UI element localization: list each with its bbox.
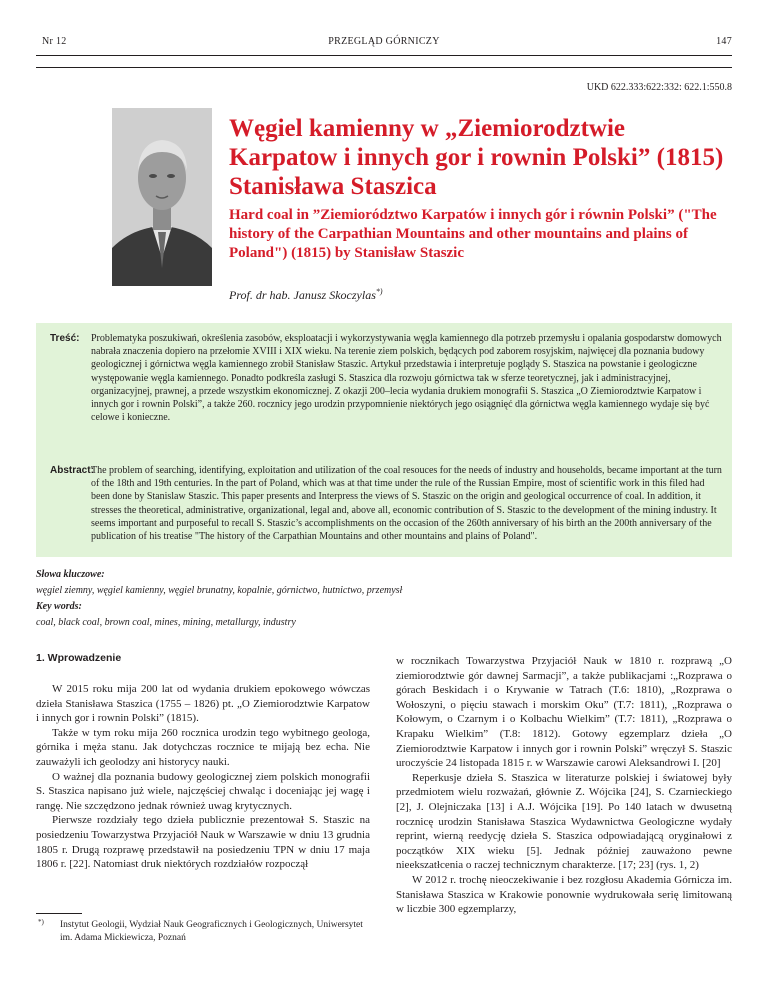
body-paragraph: O ważnej dla poznania budowy geologicznej ziem polskich monografii S. Staszica napisano już wiele, najczęściej chwaląc i doceniając jej wagę i rangę. Nie szczędzono jednak również uwag krytycznych. <box>36 770 370 812</box>
header-rule <box>36 55 732 56</box>
keywords-en-label: Key words: <box>36 601 82 612</box>
body-paragraph: w rocznikach Towarzystwa Przyjaciół Nauk w 1810 r. rozprawą „O ziemiorodztwie gór dawnej Sarmacji”, a także publikacjami :„Rozprawa o górach Beskidach i o Krywanie w Tatrach (T.6: 1810), „Rozprawa o Wołoszyni, o pięciu stawach i morskim Oku” (T.7: 1811), „Rozprawa o Kołowym, o Czarnym i o Kolbachu Wielkim” (T.7: 1811), „Rozprawa o Krapaku Wielkim” (T.8: 1812). Gotowy egzemplarz dzieła „O Ziemiorodztwie Karpatow i innych gor i rownin Polski” wręczył S. Staszic uroczyście 24 listopada 1815 r. w Warszawie carowi Aleksandrowi I. [20] <box>396 655 732 770</box>
footnote-text: Instytut Geologii, Wydział Nauk Geograficznych i Geologicznych, Uniwersytet im. Adama Mickiewicza, Poznań <box>60 920 363 943</box>
abstract-en-label: Abstract: <box>50 465 94 476</box>
author-line <box>229 287 383 303</box>
keywords-pl-text: węgiel ziemny, węgiel kamienny, węgiel brunatny, kopalnie, górnictwo, hutnictwo, przemysł <box>36 585 403 596</box>
header-rule-secondary <box>36 67 732 68</box>
abstract-pl-label: Treść: <box>50 333 80 344</box>
abstract-pl-text: Problematyka poszukiwań, określenia zasobów, eksploatacji i wykorzystywania węgla kamiennego dla potrzeb przemysłu i opalania gospodarstw domowych nabrała znaczenia dopiero na przełomie XVIII i XIX wieku. Na terenie ziem polskich, będących pod zaborem rosyjskim, najwięcej dla poznania budowy geologicznej i górnictwa węgla kamiennego zrobił Stanisław Staszic. Artykuł przedstawia i interpretuje poglądy S. Staszica na powstanie i geologiczne występowanie węgla kamiennego. Ponadto podkreśla zasługi S. Staszica dla rozwoju górnictwa tak w sferze teoretycznej, jak i administracyjnej, organizacyjnej, prawnej, a przede wszystkim ekonomicznej. Z okazji 200–lecia wydania drukiem monografii S. Staszica „O Ziemiorodztwie Karpatow i innych gor i rownin Polski”, a także 260. rocznicy jego urodzin przypomnienie niektórych jego osiągnięć dla górnictwa węgla kamiennego wydaje się być celowe i konieczne. <box>91 333 722 424</box>
body-column-left <box>36 682 370 872</box>
section-heading: 1. Wprowadzenie <box>36 652 122 664</box>
body-column-right <box>396 654 732 917</box>
keywords-en-text: coal, black coal, brown coal, mines, mining, metallurgy, industry <box>36 617 296 628</box>
page-header-issue: Nr 12 <box>42 36 67 47</box>
author-name: Prof. dr hab. Janusz Skoczylas <box>229 288 376 302</box>
footnote-rule <box>36 913 82 914</box>
article-subtitle: Hard coal in ”Ziemiorództwo Karpatów i innych gór i równin Polski” ("The history of the Carpathian Mountains and other mountains and plains of Poland") (1815) by Stanisław Staszic <box>229 207 717 261</box>
body-paragraph: W 2012 r. trochę nieoczekiwanie i bez rozgłosu Akademia Górnicza im. Stanisława Staszica w Krakowie ponownie wydrukowała serię limitowaną w liczbie 300 egzemplarzy, <box>396 873 732 916</box>
page-header-journal: PRZEGLĄD GÓRNICZY <box>328 36 440 47</box>
author-footnote-mark: *) <box>375 287 383 296</box>
footnote-mark: *) <box>38 918 44 926</box>
body-paragraph: Reperkusje dzieła S. Staszica w literaturze polskiej i światowej były przedmiotem wielu rozważań, głównie Z. Wójcika [24], S. Czarnieckiego [2], J. Olejniczaka [13] i A.J. Wójcika [19]. Po 140 latach w dwusetną rocznicę urodzin Stanisława Staszica Wydawnictwa Geologiczne wydały reprint, wierną reedycję dzieła S. Staszica odpowiadającą oryginałowi z początków XIX wieku [5]. Jednak później zauważono pewne nieekszatłcenia o raczej technicznym charakterze. [17; 23] (rys. 1, 2) <box>396 771 732 872</box>
page-number: 147 <box>716 36 732 47</box>
body-paragraph: W 2015 roku mija 200 lat od wydania drukiem epokowego wówczas dzieła Stanisława Staszica (1755 – 1826) pt. „O Ziemiorodztwie Karpatow i innych gor i rownin Polski” (1815). <box>36 683 370 725</box>
body-paragraph: Także w tym roku mija 260 rocznica urodzin tego wybitnego geologa, górnika i męża stanu. Jak dotychczas rocznice te mijają bez echa. Nie zauważyli ich geolodzy ani historycy nauki. <box>36 726 370 768</box>
abstract-en-text: The problem of searching, identifying, exploitation and utilization of the coal resouces for the needs of industry and households, became important at the turn of the 18th and 19th centuries. In the part of Poland, which was at that time under the rule of the Russian Empire, most of scientific work in this filed had been done by Stanislaw Staszic. This paper presents and Interpress the views of S. Staszic on the origin and geological occurrence of coal. In addition, it stresses the theoretical, administrative, organizational, legal and, above all, economic contribution of S. Staszic to the development of the mining industry. It seems important and purposeful to recall S. Staszic’s accomplishments on the occasion of the 260th anniversary of his birth an the 200th anniversary of the publication of his treatise "The history of the Carpathian Mountains and other mountains and plains of Poland". <box>91 465 722 543</box>
author-photo <box>112 108 212 286</box>
ukd-classification: UKD 622.333:622:332: 622.1:550.8 <box>586 82 732 93</box>
body-paragraph: Pierwsze rozdziały tego dzieła publicznie prezentował S. Staszic na posiedzeniu Towarzystwa Przyjaciół Nauk w Warszawie w dniu 13 grudnia 1805 r. Drugą rozprawę przedstawił na posiedzeniu TPN w dniu 17 maja 1806 r. [22]. Natomiast druk niektórych rozdziałów rozpoczął <box>36 814 370 871</box>
keywords-pl-label: Słowa kluczowe: <box>36 569 105 580</box>
article-title: Węgiel kamienny w „Ziemiorodztwie Karpatow i innych gor i rownin Polski” (1815) Stanisława Staszica <box>229 115 724 200</box>
